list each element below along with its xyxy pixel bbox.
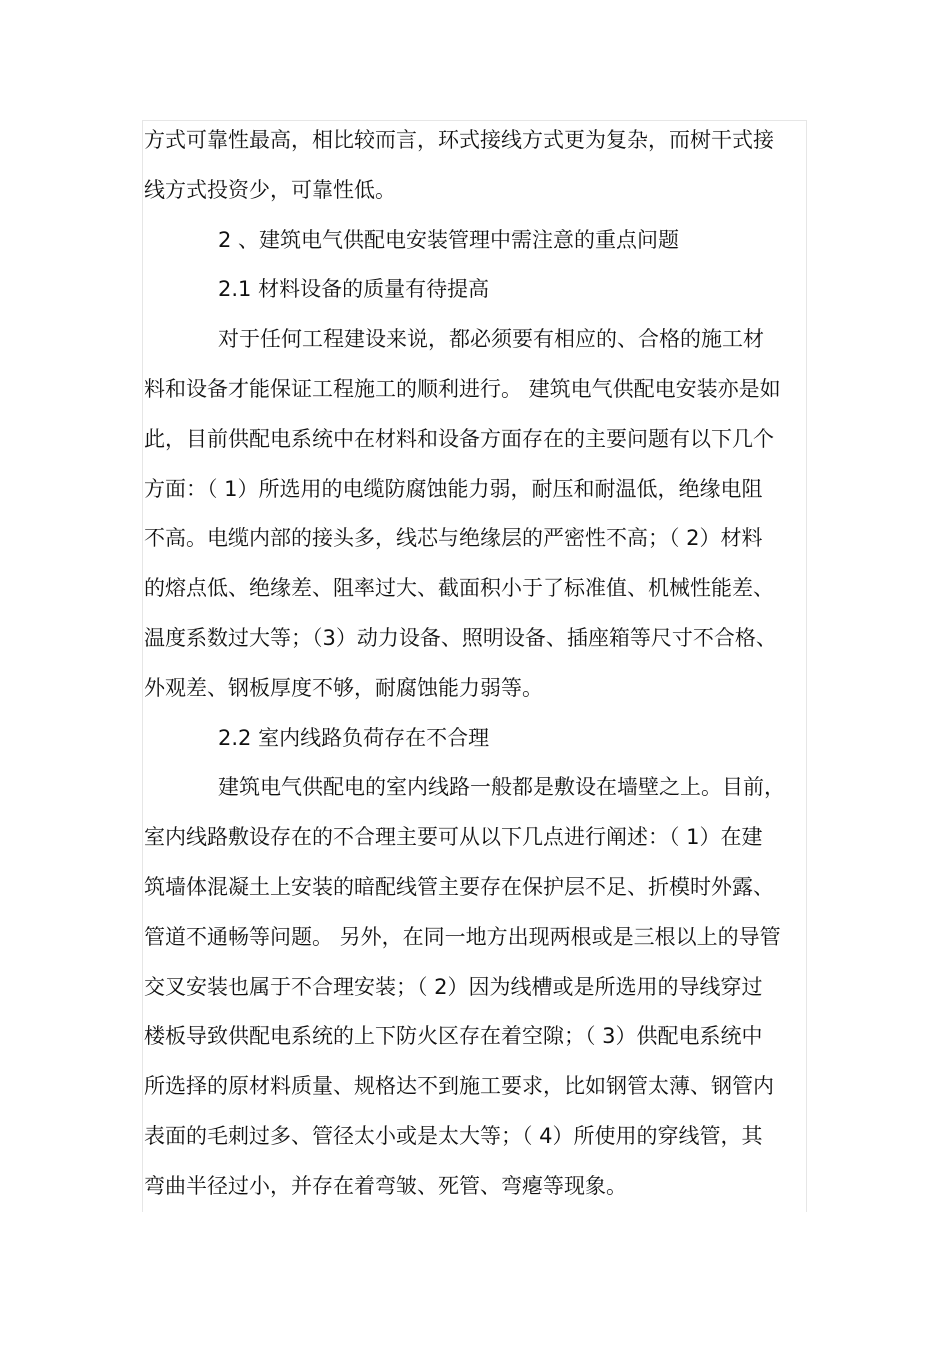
document-body: [144, 116, 814, 1212]
text-line-22: 弯曲半径过小，并存在着弯皱、死管、弯瘪等现象。: [144, 1173, 627, 1198]
text-line-18: 交叉安装也属于不合理安装；（ 2）因为线槽或是所选用的导线穿过: [144, 974, 763, 999]
text-line-21: 表面的毛刺过多、管径太小或是太大等；（ 4）所使用的穿线管，其: [144, 1123, 763, 1148]
subsection-heading-2-2: 2.2 室内线路负荷存在不合理: [218, 725, 490, 750]
text-line-8: 方面：（ 1）所选用的电缆防腐蚀能力弱，耐压和耐温低，绝缘电阻: [144, 476, 763, 501]
paragraph-start: 对于任何工程建设来说，都必须要有相应的、合格的施工材: [218, 327, 764, 352]
text-line-10: 的熔点低、绝缘差、阻率过大、截面积小于了标准值、机械性能差、: [144, 576, 774, 601]
text-line-16: 筑墙体混凝土上安装的暗配线管主要存在保护层不足、折模时外露、: [144, 874, 774, 899]
subsection-heading-2-1: 2.1 材料设备的质量有待提高: [218, 277, 490, 302]
text-line-15: 室内线路敷设存在的不合理主要可从以下几点进行阐述：（ 1）在建: [144, 825, 763, 850]
text-line-11: 温度系数过大等；（3）动力设备、照明设备、插座箱等尺寸不合格、: [144, 625, 777, 650]
text-line-9: 不高。电缆内部的接头多，线芯与绝缘层的严密性不高；（ 2）材料: [144, 526, 763, 551]
text-line-6: 料和设备才能保证工程施工的顺利进行。 建筑电气供配电安装亦是如: [144, 376, 781, 401]
text-line-2: 线方式投资少，可靠性低。: [144, 177, 396, 202]
section-heading-2: 2 、建筑电气供配电安装管理中需注意的重点问题: [218, 227, 680, 252]
text-line-12: 外观差、钢板厚度不够，耐腐蚀能力弱等。: [144, 675, 543, 700]
paragraph-start: 建筑电气供配电的室内线路一般都是敷设在墙壁之上。目前，: [218, 775, 785, 800]
text-line-7: 此，目前供配电系统中在材料和设备方面存在的主要问题有以下几个: [144, 426, 774, 451]
text-line-1: 方式可靠性最高，相比较而言，环式接线方式更为复杂，而树干式接: [144, 128, 774, 152]
text-line-20: 所选择的原材料质量、规格达不到施工要求，比如钢管太薄、钢管内: [144, 1074, 774, 1099]
text-line-19: 楼板导致供配电系统的上下防火区存在着空隙；（ 3）供配电系统中: [144, 1024, 763, 1049]
text-line-17: 管道不通畅等问题。 另外，在同一地方出现两根或是三根以上的导管: [144, 924, 781, 949]
